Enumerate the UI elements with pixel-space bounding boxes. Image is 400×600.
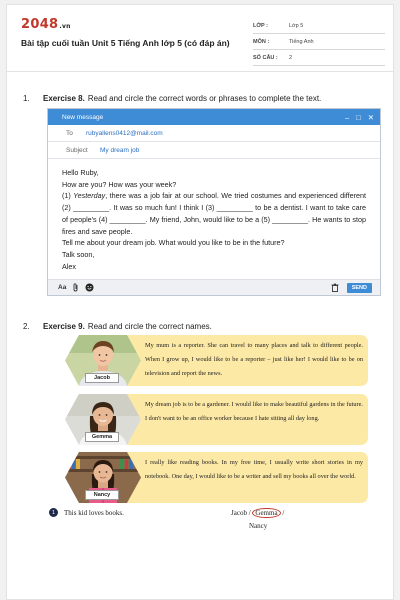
kid-card-jacob: [65, 335, 368, 386]
email-signature: Alex: [62, 261, 76, 271]
header-divider: [7, 71, 393, 72]
subject-label: Subject: [66, 146, 88, 154]
meta-row-count: [253, 51, 385, 66]
exercise-number: 1.: [23, 94, 30, 103]
email-title-bar: [48, 109, 380, 125]
question-row: [49, 508, 124, 517]
meta-key: SỐ CÂU :: [253, 55, 278, 61]
email-line: How are you? How was your week?: [62, 179, 177, 189]
meta-value: Tiếng Anh: [289, 39, 314, 45]
kid-text: My mum is a reporter. She can travel to many places and talk to different people. When I grow up, I would like to be a reporter – just like her! I would like to be on television and report the news.: [145, 342, 363, 377]
close-icon[interactable]: ✕: [367, 112, 374, 122]
kid-name-label: Nancy: [85, 490, 119, 500]
answer-option-gemma[interactable]: Gemma: [252, 508, 280, 518]
exercise-8-heading: [23, 94, 321, 103]
kid-card-nancy: [65, 452, 368, 503]
kid-card-gemma: [65, 394, 368, 445]
send-button[interactable]: SEND: [347, 283, 372, 293]
meta-row-class: [253, 19, 385, 34]
kid-text: I really like reading books. In my free time, I usually write short stories in my notebook. One day, I would like to be a writer and sell my books all over the world.: [145, 459, 363, 480]
subject-value: My dream job: [100, 146, 140, 154]
to-field[interactable]: [48, 125, 380, 142]
question-number: 1: [49, 508, 58, 517]
emoji-icon[interactable]: [85, 283, 94, 292]
window-controls: [345, 113, 374, 122]
meta-value: Lớp 5: [289, 23, 304, 29]
to-label: To: [66, 129, 73, 137]
kid-text: My dream job is to be a gardener. I would like to make beautiful gardens in the future. I don't want to be an office worker because I hate sitting all day long.: [145, 401, 363, 422]
font-format-button[interactable]: Aa: [58, 284, 67, 291]
email-toolbar: [48, 279, 380, 295]
exercise-number: 2.: [23, 322, 30, 331]
email-body[interactable]: [48, 159, 380, 272]
email-compose-window: [47, 108, 381, 296]
to-value: rubyallens0412@mail.com: [86, 129, 163, 137]
exercise-9-heading: [23, 322, 212, 331]
paperclip-icon[interactable]: [72, 283, 79, 292]
maximize-icon[interactable]: □: [356, 112, 361, 122]
answer-options: [231, 508, 285, 530]
exercise-instruction: Read and circle the correct words or phrases to complete the text.: [87, 94, 322, 103]
trash-icon[interactable]: [331, 283, 339, 292]
email-line: Tell me about your dream job. What would you like to be in the future?: [62, 238, 285, 248]
meta-value: 2: [289, 55, 293, 61]
worksheet-meta: [253, 19, 385, 67]
email-window-title: New message: [62, 113, 104, 121]
kid-name-label: Gemma: [85, 432, 119, 442]
answer-separator: /: [282, 509, 285, 517]
email-paragraph: (1) Yesterday, there was a job fair at our school. We tried costumes and experienced different (2) _________. It was so much fun! I think I (3) _________ to be a dentist. I want to take care of people's (4) _________. My friend, John, would like to be a (5) _________. He wants to stop fires and save people.: [62, 191, 366, 236]
worksheet-page: [6, 4, 394, 600]
exercise-instruction: Read and circle the correct names.: [87, 322, 212, 331]
email-closing: Talk soon,: [62, 249, 95, 259]
exercise-label: Exercise 9.: [43, 322, 85, 331]
exercise-label: Exercise 8.: [43, 94, 85, 103]
question-text: This kid loves books.: [64, 508, 124, 517]
meta-key: MÔN :: [253, 39, 270, 45]
page-title: Bài tập cuối tuần Unit 5 Tiếng Anh lớp 5 (có đáp án): [21, 38, 230, 48]
answer-option-nancy[interactable]: Nancy: [249, 522, 268, 530]
answer-option-jacob[interactable]: Jacob /: [231, 509, 251, 517]
site-logo[interactable]: 2048.vn: [21, 17, 71, 32]
minimize-icon[interactable]: –: [345, 112, 350, 122]
kid-name-label: Jacob: [85, 373, 119, 383]
subject-field[interactable]: [48, 142, 380, 159]
meta-key: LỚP :: [253, 23, 268, 29]
meta-row-subject: [253, 35, 385, 50]
email-greeting: Hello Ruby,: [62, 168, 99, 177]
